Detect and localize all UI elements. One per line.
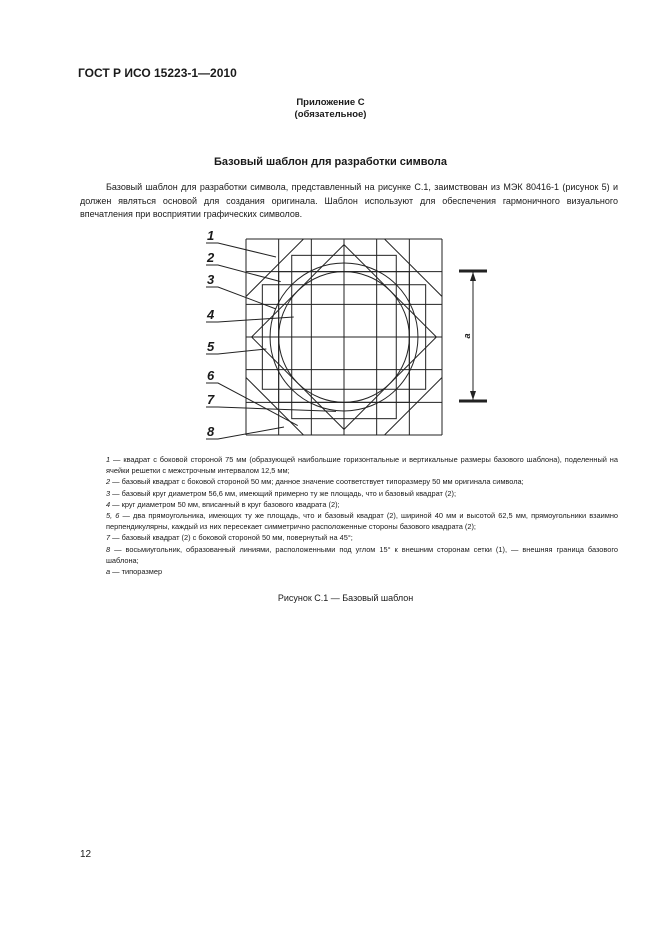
legend-text: квадрат с боковой стороной 75 мм (образующей наибольшие горизонтальные и вертикальные размеры базового шаблона), поделенный на ячейки решетки с межстрочным интервалом 12,5 мм; <box>106 455 618 476</box>
legend-separator: — <box>110 499 122 509</box>
legend-item <box>80 566 618 577</box>
annex-status: (обязательное) <box>294 109 367 120</box>
legend-key: 5, 6 <box>106 511 120 521</box>
callout-label: 6 <box>207 368 215 383</box>
callout-label: 1 <box>207 228 215 243</box>
legend-text: базовый квадрат (2) с боковой стороной 50 мм, повернутый на 45°; <box>121 533 353 543</box>
annex-title: Приложение С <box>296 97 365 108</box>
dimension-indicator <box>459 271 487 401</box>
legend-item <box>80 476 618 487</box>
legend-item <box>80 499 618 510</box>
legend-separator: — <box>119 511 134 521</box>
callout-label: 4 <box>207 307 215 322</box>
page-number: 12 <box>80 849 92 860</box>
figure-caption: Рисунок С.1 — Базовый шаблон <box>277 593 414 603</box>
legend-item <box>80 454 618 476</box>
figure-callouts <box>206 228 336 439</box>
callout-label: 2 <box>207 250 215 265</box>
legend-separator: — <box>110 488 122 498</box>
callout-label: 8 <box>207 424 215 439</box>
legend-text: круг диаметром 50 мм, вписанный в круг базового квадрата (2); <box>121 499 340 509</box>
callout-label: 3 <box>207 272 215 287</box>
legend-key: a <box>106 567 111 577</box>
legend-key: 4 <box>106 499 111 509</box>
legend-separator: — <box>110 533 122 543</box>
legend-separator: — <box>110 567 122 577</box>
intro-paragraph: Базовый шаблон для разработки символа, представленный на рисунке С.1, заимствован из МЭК 80416-1 (рисунок 5) и должен являться основой для создания оригинала. Шаблон используют для обеспечения гармоничного визуального впечатления при восприятии графических символов. <box>80 182 618 219</box>
legend-text: базовый круг диаметром 56,6 мм, имеющий примерно ту же площадь, что и базовый квадрат (2); <box>121 488 457 498</box>
legend-key: 8 <box>106 544 111 554</box>
legend-key: 2 <box>106 477 111 487</box>
figure-legend <box>80 454 618 577</box>
legend-item <box>80 488 618 499</box>
legend-separator: — <box>110 544 126 554</box>
leader-line <box>206 427 284 439</box>
leader-line <box>206 287 276 309</box>
legend-separator: — <box>110 455 124 464</box>
legend-item <box>80 532 618 543</box>
figure-geometry <box>246 239 442 435</box>
legend-key: 1 <box>106 455 111 464</box>
legend-item <box>80 510 618 532</box>
leader-line <box>206 243 276 257</box>
callout-label: 5 <box>207 339 215 354</box>
legend-item <box>80 544 618 566</box>
section-heading: Базовый шаблон для разработки символа <box>214 156 447 168</box>
legend-separator: — <box>110 477 122 487</box>
legend-text: типоразмер <box>121 567 163 577</box>
legend-text: базовый квадрат с боковой стороной 50 мм; данное значение соответствует типоразмеру 50 мм оригинала символа; <box>121 477 524 487</box>
callout-label: 7 <box>207 392 215 407</box>
dimension-arrow-top <box>470 272 476 281</box>
legend-text: два прямоугольника, имеющих ту же площадь, что и базовый квадрат (2), шириной 40 мм и высотой 62,5 мм, прямоугольники взаимно перпендикулярны, каждый из них пересекает симметрично расположенные стороны базового квадрата (2); <box>106 511 619 532</box>
legend-key: 3 <box>106 488 111 498</box>
dimension-arrow-bottom <box>470 391 476 400</box>
leader-line <box>206 349 266 354</box>
legend-text: восьмиугольник, образованный линиями, расположенными под углом 15° к внешним сторонам сетки (1), — внешняя граница базового шаблона; <box>106 544 619 565</box>
dimension-label: a <box>462 333 472 339</box>
legend-key: 7 <box>106 533 111 543</box>
standard-header: ГОСТ Р ИСО 15223-1—2010 <box>78 66 237 80</box>
